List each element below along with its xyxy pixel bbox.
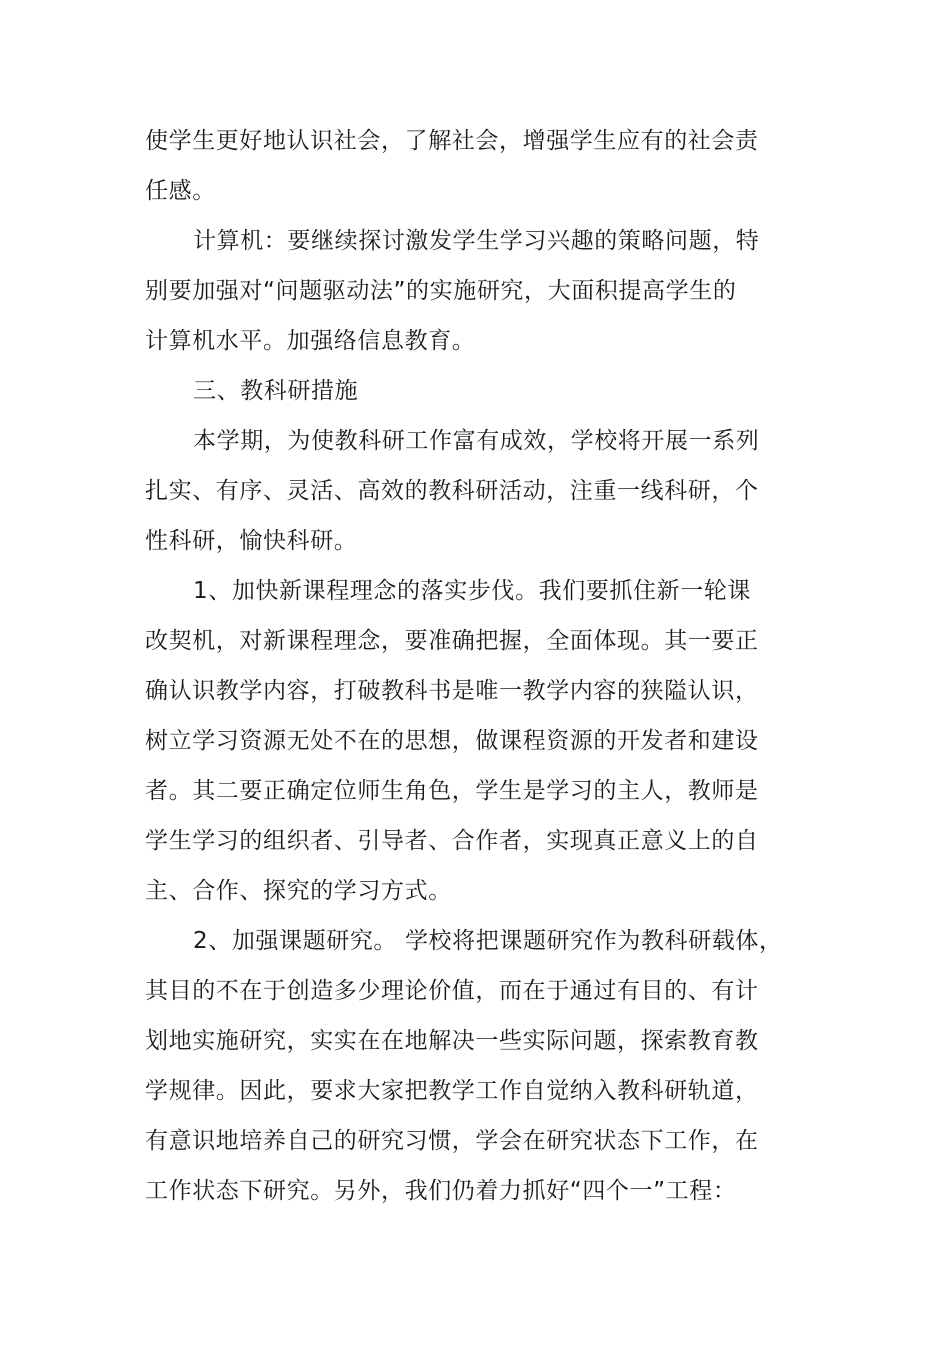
text-line: 确认识教学内容，打破教科书是唯一教学内容的狭隘认识，	[145, 678, 759, 704]
text-line: 者。其二要正确定位师生角色，学生是学习的主人，教师是	[145, 778, 759, 804]
text-line: 其目的不在于创造多少理论价值，而在于通过有目的、有计	[145, 978, 759, 1004]
text-line: 改契机，对新课程理念，要准确把握，全面体现。其一要正	[145, 628, 759, 654]
text-line: 使学生更好地认识社会，了解社会，增强学生应有的社会责	[145, 128, 759, 154]
paragraph-start-computer: 计算机：要继续探讨激发学生学习兴趣的策略问题，特	[193, 228, 760, 254]
text-line: 学生学习的组织者、引导者、合作者，实现真正意义上的自	[145, 828, 759, 854]
text-line: 有意识地培养自己的研究习惯，学会在研究状态下工作，在	[145, 1128, 759, 1154]
text-line: 任感。	[145, 178, 216, 204]
text-line: 扎实、有序、灵活、高效的教科研活动，注重一线科研，个	[145, 478, 759, 504]
text-line: 学规律。因此，要求大家把教学工作自觉纳入教科研轨道，	[145, 1078, 759, 1104]
paragraph-start-item-2: 2、加强课题研究。 学校将把课题研究作为教科研载体，	[193, 928, 783, 954]
text-line: 主、合作、探究的学习方式。	[145, 878, 452, 904]
text-line: 工作状态下研究。另外，我们仍着力抓好“四个一”工程：	[145, 1178, 737, 1204]
text-line: 性科研，愉快科研。	[145, 528, 358, 554]
text-line: 划地实施研究，实实在在地解决一些实际问题，探索教育教	[145, 1028, 759, 1054]
text-line: 别要加强对“问题驱动法”的实施研究，大面积提高学生的	[145, 278, 737, 304]
section-heading: 三、教科研措施	[193, 378, 359, 404]
paragraph-start-semester: 本学期，为使教科研工作富有成效，学校将开展一系列	[193, 428, 760, 454]
text-line: 树立学习资源无处不在的思想，做课程资源的开发者和建设	[145, 728, 759, 754]
text-line: 计算机水平。加强络信息教育。	[145, 328, 476, 354]
paragraph-start-item-1: 1、加快新课程理念的落实步伐。我们要抓住新一轮课	[193, 578, 752, 604]
